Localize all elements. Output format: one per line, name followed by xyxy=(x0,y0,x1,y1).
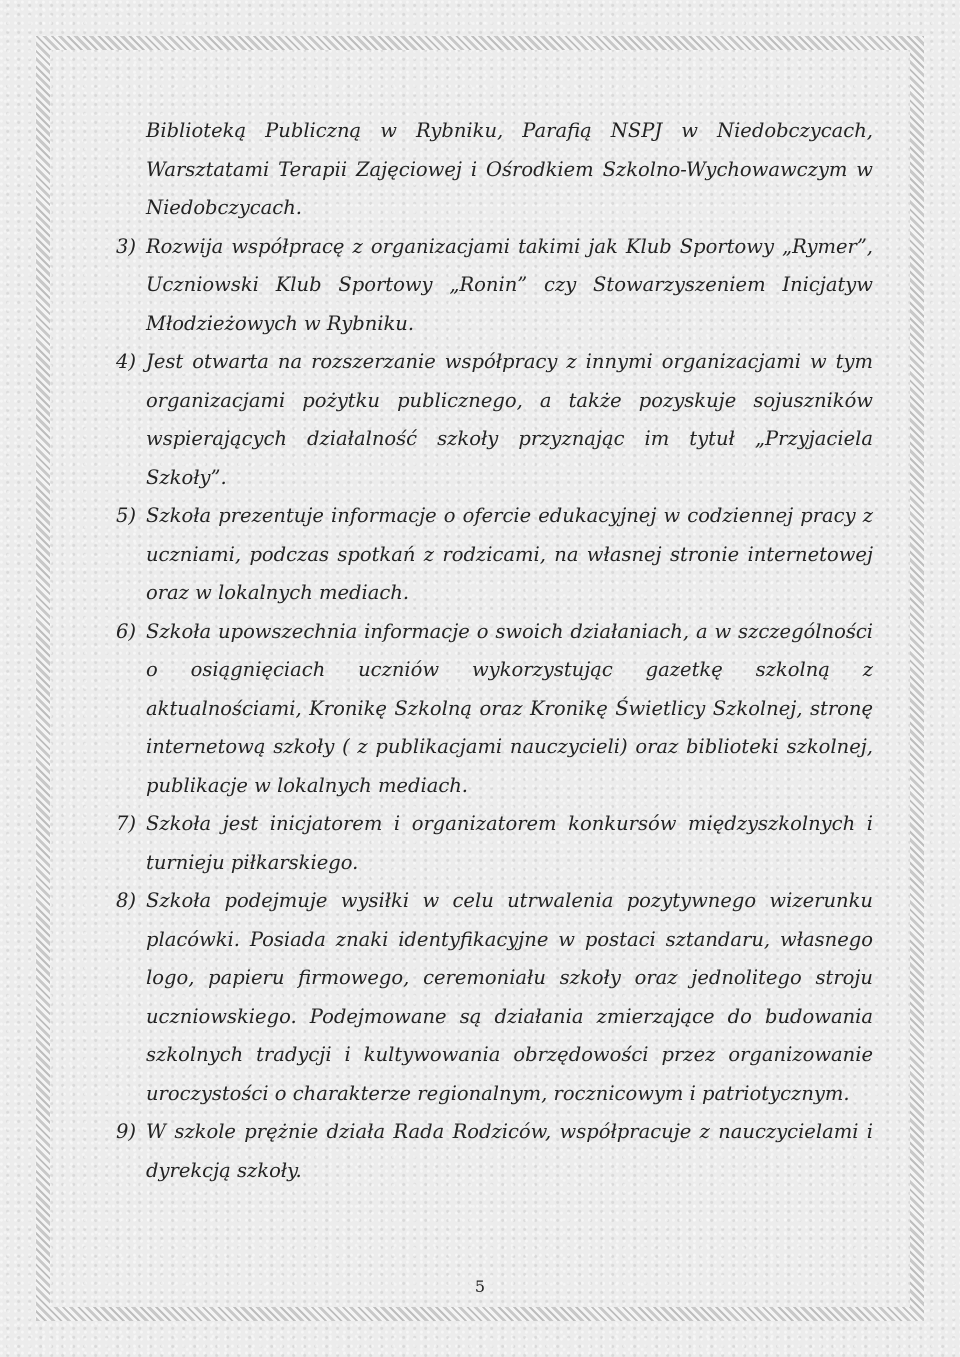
list-item xyxy=(116,882,873,1113)
list-item xyxy=(116,497,873,613)
list-item-number: 9) xyxy=(116,1120,137,1143)
list-item xyxy=(116,343,873,497)
list-item-text: Szkoła podejmuje wysiłki w celu utrwalenia pozytywnego wizerunku placówki. Posiada znaki identyfikacyjne w postaci sztandaru, własnego logo, papieru firmowego, ceremoniału szkoły oraz jednolitego stroju uczniowskiego. Podejmowane są działania zmierzające do budowania szkolnych tradycji i kultywowania obrzędowości przez organizowanie uroczystości o charakterze regionalnym, rocznicowym i patriotycznym. xyxy=(146,889,873,1105)
intro-paragraph: Biblioteką Publiczną w Rybniku, Parafią NSPJ w Niedobczycach, Warsztatami Terapii Zajęciowej i Ośrodkiem Szkolno-Wychowawczym w Niedobczycach. xyxy=(146,119,873,219)
list-item-number: 8) xyxy=(116,889,137,912)
list-item-number: 7) xyxy=(116,812,137,835)
page-content xyxy=(116,112,873,1190)
list-item-number: 5) xyxy=(116,504,137,527)
list-item xyxy=(116,1113,873,1190)
list-item xyxy=(116,805,873,882)
list-item-text: Szkoła prezentuje informacje o ofercie edukacyjnej w codziennej pracy z uczniami, podczas spotkań z rodzicami, na własnej stronie internetowej oraz w lokalnych mediach. xyxy=(146,504,873,604)
list-item-text: Szkoła upowszechnia informacje o swoich działaniach, a w szczególności o osiągnięciach uczniów wykorzystując gazetkę szkolną z aktualnościami, Kronikę Szkolną oraz Kronikę Świetlicy Szkolnej, stronę internetową szkoły ( z publikacjami nauczycieli) oraz biblioteki szkolnej, publikacje w lokalnych mediach. xyxy=(146,619,873,797)
list-item-number: 6) xyxy=(116,619,137,643)
list-item-text: Jest otwarta na rozszerzanie współpracy z innymi organizacjami w tym organizacjami pożytku publicznego, a także pozyskuje sojuszników wspierających działalność szkoły przyznając im tytuł „Przyjaciela Szkoły”. xyxy=(146,350,873,489)
numbered-list xyxy=(116,228,873,1191)
list-item-text: W szkole prężnie działa Rada Rodziców, współpracuje z nauczycielami i dyrekcją szkoły. xyxy=(146,1120,873,1182)
list-item-text: Rozwija współpracę z organizacjami takimi jak Klub Sportowy „Rymer”, Uczniowski Klub Sportowy „Ronin” czy Stowarzyszeniem Inicjatyw Młodzieżowych w Rybniku. xyxy=(146,234,873,335)
list-item-number: 3) xyxy=(116,234,137,258)
page-number: 5 xyxy=(474,1277,486,1296)
list-item-text: Szkoła jest inicjatorem i organizatorem konkursów międzyszkolnych i turnieju piłkarskiego. xyxy=(146,812,873,874)
list-item xyxy=(116,228,873,344)
list-item xyxy=(116,613,873,806)
list-item-number: 4) xyxy=(116,350,137,373)
